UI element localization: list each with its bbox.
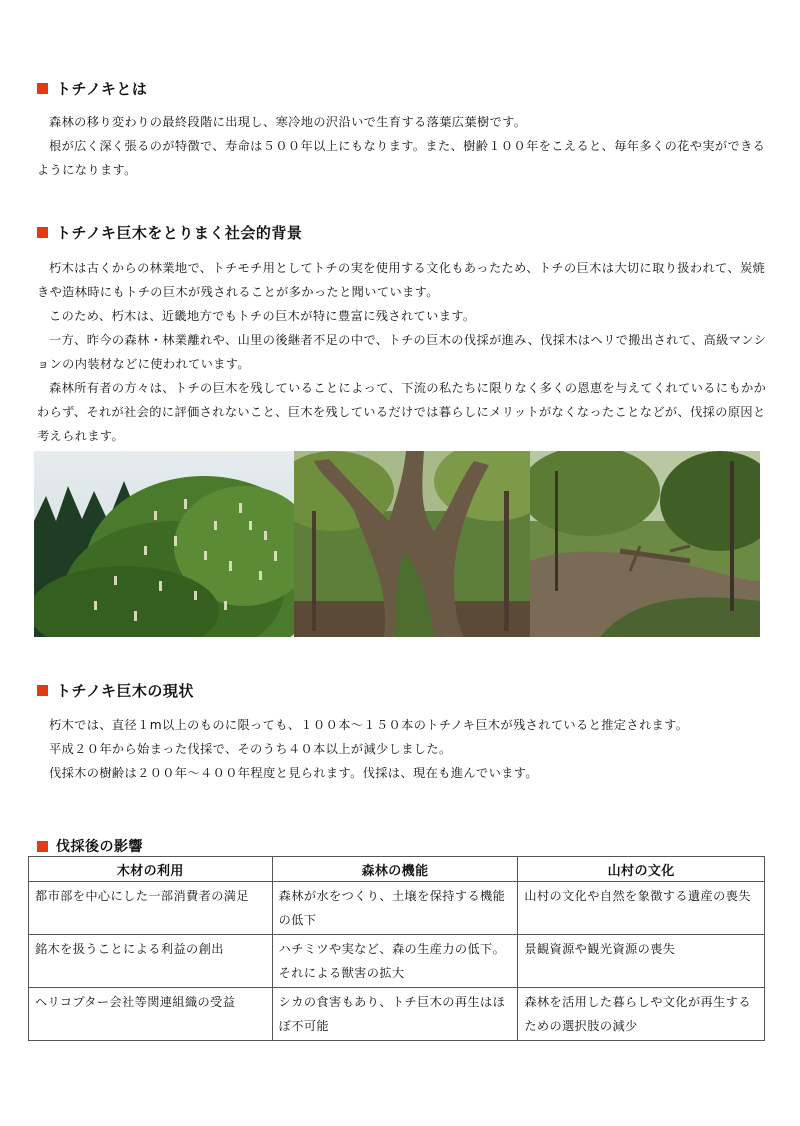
section-body-tochinoki — [37, 110, 772, 182]
paragraph: 一方、昨今の森林・林業離れや、山里の後継者不足の中で、トチの巨木の伐採が進み、伐採木はヘリで搬出されて、高級マンションの内装材などに使われています。 — [37, 333, 767, 371]
table-cell: シカの食害もあり、トチ巨木の再生はほぼ不可能 — [272, 988, 518, 1041]
photo-logged-site — [530, 451, 760, 637]
paragraph: このため、朽木は、近畿地方でもトチの巨木が特に豊富に残されています。 — [49, 309, 476, 323]
column-header: 森林の機能 — [272, 857, 518, 882]
table-header-row — [29, 857, 765, 882]
table-cell: 都市部を中心にした一部消費者の満足 — [29, 882, 273, 935]
section-title-text: トチノキ巨木をとりまく社会的背景 — [56, 224, 303, 242]
section-body-status — [37, 713, 772, 785]
section-marker-icon — [37, 227, 48, 238]
section-title-impact — [37, 836, 143, 856]
table-cell: 景観資源や観光資源の喪失 — [518, 935, 765, 988]
photo-blooming-tochinoki — [34, 451, 294, 637]
table-cell: 銘木を扱うことによる利益の創出 — [29, 935, 273, 988]
section-body-background — [37, 256, 772, 448]
table-cell: 山村の文化や自然を象徴する遺産の喪失 — [518, 882, 765, 935]
section-marker-icon — [37, 841, 48, 852]
table-cell: ヘリコプター会社等関連組織の受益 — [29, 988, 273, 1041]
photo-strip — [34, 451, 760, 637]
section-title-tochinoki — [37, 78, 147, 99]
paragraph: 朽木は古くからの林業地で、トチモチ用としてトチの実を使用する文化もあったため、トチの巨木は大切に取り扱われて、炭焼きや造林時にもトチの巨木が残されることが多かったと聞いています。 — [37, 261, 766, 299]
paragraph: 朽木では、直径１m以上のものに限っても、１００本～１５０本のトチノキ巨木が残されていると推定されます。 — [49, 718, 689, 732]
section-marker-icon — [37, 83, 48, 94]
paragraph: 根が広く深く張るのが特徴で、寿命は５００年以上にもなります。また、樹齢１００年をこえると、毎年多くの花や実ができるようになります。 — [37, 139, 766, 177]
paragraph: 伐採木の樹齢は２００年～４００年程度と見られます。伐採は、現在も進んでいます。 — [49, 766, 538, 780]
section-title-text: トチノキ巨木の現状 — [56, 682, 194, 700]
table-row — [29, 988, 765, 1041]
table-row — [29, 935, 765, 988]
section-title-background — [37, 222, 302, 243]
column-header: 山村の文化 — [518, 857, 765, 882]
table-cell: 森林を活用した暮らしや文化が再生するための選択肢の減少 — [518, 988, 765, 1041]
paragraph: 森林所有者の方々は、トチの巨木を残していることによって、下流の私たちに限りなく多くの恩恵を与えてくれているにもかかわらず、それが社会的に評価されないこと、巨木を残しているだけでは暮らしにメリットがなくなったことなどが、伐採の原因と考えられます。 — [37, 381, 767, 443]
column-header: 木材の利用 — [29, 857, 273, 882]
section-marker-icon — [37, 685, 48, 696]
table-row — [29, 882, 765, 935]
table-cell: ハチミツや実など、森の生産力の低下。それによる獣害の拡大 — [272, 935, 518, 988]
paragraph: 森林の移り変わりの最終段階に出現し、寒冷地の沢沿いで生育する落葉広葉樹です。 — [49, 115, 527, 129]
impact-table — [28, 856, 765, 1041]
section-title-status — [37, 680, 194, 701]
photo-giant-tochinoki-trunk — [294, 451, 530, 637]
table-cell: 森林が水をつくり、土壌を保持する機能の低下 — [272, 882, 518, 935]
section-title-text: 伐採後の影響 — [56, 839, 143, 855]
paragraph: 平成２０年から始まった伐採で、そのうち４０本以上が減少しました。 — [49, 742, 452, 756]
section-title-text: トチノキとは — [56, 80, 148, 98]
